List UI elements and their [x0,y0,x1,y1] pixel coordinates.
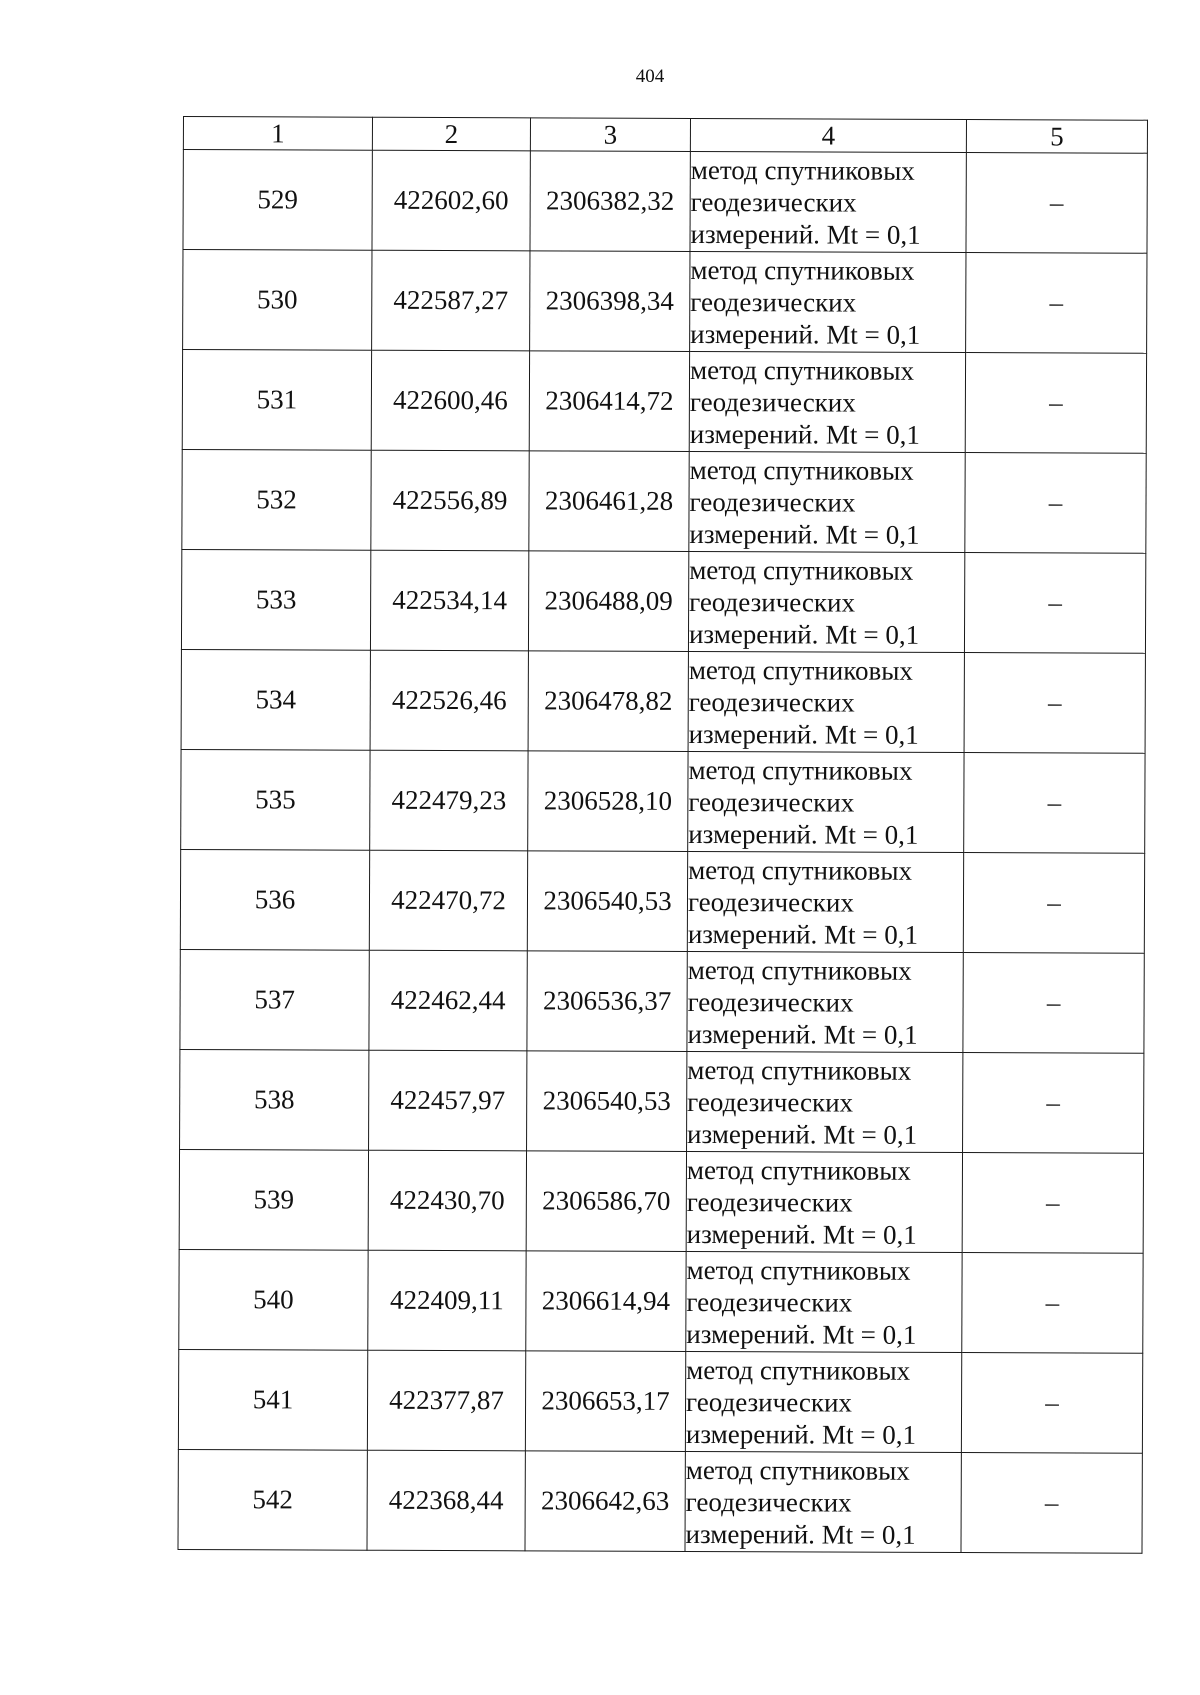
method-text-line: геодезических [688,786,855,818]
method-text-line: метод спутниковых [685,1454,910,1486]
method-text-line: метод спутниковых [690,154,915,186]
method-text-line: геодезических [686,1386,853,1418]
note-cell: – [962,1253,1143,1354]
method-cell [687,851,963,952]
method-text-line: измерений. Mt = 0,1 [686,1318,917,1350]
table-row [182,449,1146,553]
method-text-line: измерений. Mt = 0,1 [690,318,921,350]
y-coordinate-cell: 2306540,53 [527,851,687,952]
method-text-line: измерений. Mt = 0,1 [688,618,920,650]
y-coordinate-cell: 2306586,70 [526,1151,686,1252]
method-cell [686,1251,962,1352]
x-coordinate-cell: 422409,11 [368,1250,526,1351]
note-cell: – [965,353,1146,454]
x-coordinate-cell: 422602,60 [372,150,530,251]
x-coordinate-cell: 422368,44 [367,1450,525,1551]
point-number-cell: 536 [180,849,369,950]
method-text-line: геодезических [690,186,857,218]
method-text-line: геодезических [688,686,855,718]
method-cell [685,1351,961,1452]
method-text-line: геодезических [687,1086,854,1118]
method-text-line: метод спутниковых [687,954,912,986]
point-number-cell: 530 [183,250,372,351]
y-coordinate-cell: 2306478,82 [528,651,688,752]
method-text-line: измерений. Mt = 0,1 [687,918,919,950]
x-coordinate-cell: 422556,89 [371,450,529,551]
x-coordinate-cell: 422462,44 [369,950,527,1051]
method-text-line: метод спутниковых [688,854,913,886]
x-coordinate-cell: 422479,23 [370,750,528,851]
method-cell [686,1151,962,1252]
table-row [179,1149,1143,1253]
point-number-cell: 538 [180,1049,369,1150]
note-cell: – [965,453,1146,554]
table-row [178,1349,1142,1453]
method-cell [685,1451,961,1552]
x-coordinate-cell: 422534,14 [370,550,528,651]
y-coordinate-cell: 2306382,32 [530,151,690,252]
x-coordinate-cell: 422377,87 [367,1350,525,1451]
method-text-line: метод спутниковых [689,554,914,586]
table-row [178,1449,1142,1553]
note-cell: – [962,1153,1143,1254]
method-text-line: измерений. Mt = 0,1 [690,218,921,250]
method-cell [690,151,966,252]
method-cell [687,1051,963,1152]
method-text-line: метод спутниковых [686,1154,912,1186]
method-text-line: измерений. Mt = 0,1 [689,418,920,450]
note-cell: – [961,1452,1142,1553]
note-cell: – [961,1352,1142,1453]
coordinates-table [177,116,1147,1554]
y-coordinate-cell: 2306488,09 [528,551,688,652]
note-cell: – [963,1053,1144,1154]
note-cell: – [966,253,1147,354]
page-number: 404 [635,66,665,87]
table-row [183,150,1147,254]
method-text-line: геодезических [689,586,856,618]
point-number-cell: 532 [182,449,371,550]
y-coordinate-cell: 2306614,94 [526,1251,686,1352]
note-cell: – [963,853,1144,954]
table-row [181,749,1145,853]
method-text-line: метод спутниковых [686,1354,911,1386]
method-text-line: геодезических [690,286,857,318]
table-row [180,849,1144,953]
method-text-line: измерений. Mt = 0,1 [688,718,919,750]
table-row [180,949,1144,1053]
x-coordinate-cell: 422600,46 [371,350,529,451]
table-row [182,350,1146,454]
point-number-cell: 542 [178,1449,367,1550]
method-text-line: измерений. Mt = 0,1 [685,1518,916,1550]
point-number-cell: 533 [181,549,370,650]
y-coordinate-cell: 2306642,63 [525,1451,685,1552]
method-cell [689,351,965,452]
method-text-line: метод спутниковых [689,354,915,386]
table-row [183,250,1147,354]
method-text-line: геодезических [687,886,854,918]
point-number-cell: 534 [181,649,370,750]
note-cell: – [963,953,1144,1054]
point-number-cell: 537 [180,949,369,1050]
column-header-1: 1 [183,117,372,151]
table-body [178,150,1147,1554]
method-cell [688,751,964,852]
method-cell [688,551,964,652]
method-text-line: геодезических [685,1486,852,1518]
note-cell: – [964,553,1145,654]
method-text-line: измерений. Mt = 0,1 [686,1218,917,1250]
note-cell: – [964,653,1145,754]
y-coordinate-cell: 2306536,37 [527,951,687,1052]
table-row [180,1049,1144,1153]
y-coordinate-cell: 2306414,72 [529,351,689,452]
method-text-line: измерений. Mt = 0,1 [685,1418,917,1450]
method-text-line: метод спутниковых [686,1254,911,1286]
method-cell [690,251,966,352]
x-coordinate-cell: 422526,46 [370,650,528,751]
note-cell: – [964,753,1145,854]
column-header-2: 2 [372,117,530,151]
x-coordinate-cell: 422587,27 [372,250,530,351]
point-number-cell: 539 [179,1149,368,1250]
x-coordinate-cell: 422470,72 [369,850,527,951]
y-coordinate-cell: 2306461,28 [529,451,689,552]
point-number-cell: 535 [181,749,370,850]
method-text-line: измерений. Mt = 0,1 [687,1118,918,1150]
column-header-4: 4 [690,118,966,152]
method-text-line: измерений. Mt = 0,1 [687,1018,918,1050]
column-header-5: 5 [966,120,1147,154]
method-text-line: измерений. Mt = 0,1 [688,818,919,850]
table-row [181,649,1145,753]
table-row [179,1249,1143,1353]
method-cell [688,651,964,752]
note-cell: – [966,153,1147,254]
method-text-line: метод спутниковых [690,254,915,286]
method-text-line: геодезических [689,386,856,418]
method-cell [687,951,963,1052]
table-row [181,549,1145,653]
point-number-cell: 529 [183,150,372,251]
method-text-line: измерений. Mt = 0,1 [689,518,920,550]
method-cell [689,451,965,552]
y-coordinate-cell: 2306653,17 [525,1351,685,1452]
method-text-line: геодезических [686,1286,853,1318]
method-text-line: метод спутниковых [689,454,914,486]
x-coordinate-cell: 422457,97 [369,1050,527,1151]
method-text-line: геодезических [689,486,856,518]
point-number-cell: 541 [178,1349,367,1450]
y-coordinate-cell: 2306398,34 [530,251,690,352]
y-coordinate-cell: 2306528,10 [528,751,688,852]
method-text-line: метод спутниковых [688,754,913,786]
x-coordinate-cell: 422430,70 [368,1150,526,1251]
table-header-row [183,117,1147,154]
method-text-line: метод спутниковых [687,1054,912,1086]
point-number-cell: 540 [179,1249,368,1350]
column-header-3: 3 [530,118,690,152]
method-text-line: геодезических [686,1186,853,1218]
point-number-cell: 531 [182,350,371,451]
y-coordinate-cell: 2306540,53 [527,1051,687,1152]
method-text-line: метод спутниковых [688,654,913,686]
method-text-line: геодезических [687,986,854,1018]
